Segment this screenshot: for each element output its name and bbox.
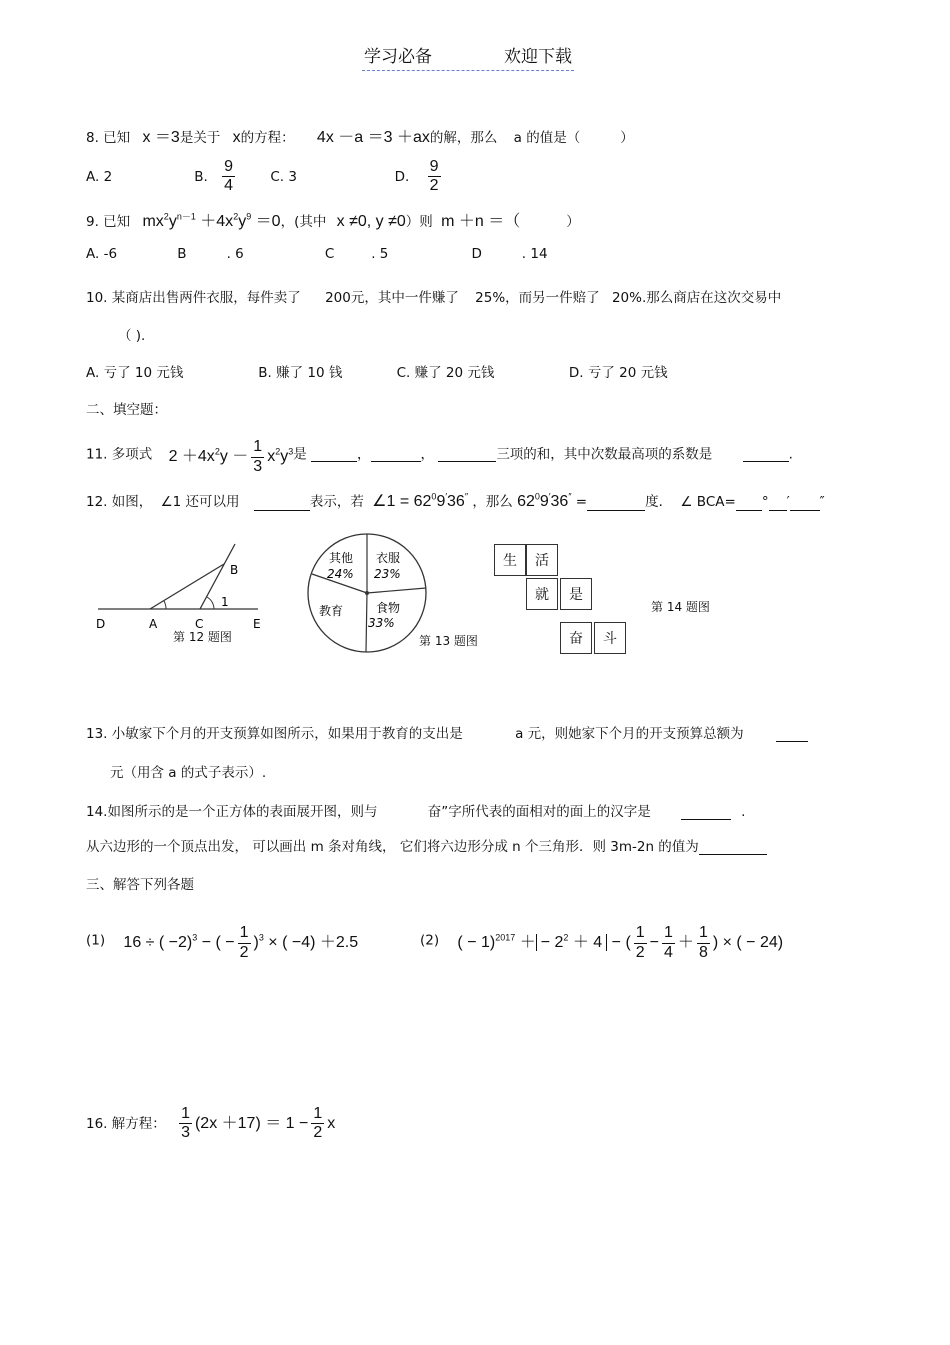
figure-14-caption: 第 14 题图 xyxy=(651,600,710,614)
question-15: 从六边形的一个顶点出发， 可以画出 m 条对角线， 它们将六边形分成 n 个三角形．则 3m-2n 的值为 xyxy=(86,835,767,855)
question-12: 12. 如图， ∠1 还可以用 表示，若 ∠1 = $62^09'36''$ ，那么 $62^09'36''$ = 度． ∠ BCA= ° ′ ″ xyxy=(86,491,825,510)
slice-clothes-pct: 23% xyxy=(374,567,401,581)
figure-13-pie xyxy=(302,528,432,658)
question-9: 9. 已知 $mx^2y^{n-1} +4x^2y^9 =0$，(其中 x ≠0, y ≠0）则 m ＋n ＝（ ） xyxy=(86,211,580,230)
question-13: 13. 小敏家下个月的开支预算如图所示，如果用于教育的支出是 a 元，则她家下个月的开支预算总额为 xyxy=(86,722,808,742)
slice-other-pct: 24% xyxy=(327,567,354,581)
label-D: D xyxy=(96,617,106,631)
figure-12-caption: 第 12 题图 xyxy=(173,630,232,644)
question-8: 8. 已知 x ＝3是关于 x的方程： 4x －a ＝3 ＋ax的解，那么 a 的值是（ ） xyxy=(86,129,634,146)
page-header xyxy=(362,42,574,71)
q11-polynomial: $2 +4x^2y$ － $\frac{1}{3}$ $x^2y^3$ xyxy=(168,438,294,475)
calc-2: (2) ( − 1)$^{2017}$ ＋ − $2^2 + 4$ − ( $\frac{1}{2}$ − $\frac{1}{4}$ ＋ $\frac{1}{8}$ ) × ( − 24) xyxy=(420,924,784,961)
label-A: A xyxy=(149,617,158,631)
calc-2-expression: ( − 1)$^{2017}$ ＋ − $2^2 + 4$ − ( $\frac{1}{2}$ − $\frac{1}{4}$ ＋ $\frac{1}{8}$ ) × ( − 24) xyxy=(457,924,784,961)
question-16: 16. 解方程： $\frac{1}{3}$ (2x ＋17) ＝ 1 − $\frac{1}{2}$ x xyxy=(86,1104,336,1142)
net-cell: 是 xyxy=(560,578,592,610)
label-1: 1 xyxy=(221,595,229,609)
net-cell: 生 xyxy=(494,544,526,576)
q9-equation: $mx^2y^{n-1} +4x^2y^9 =0$ xyxy=(142,211,281,230)
net-cell: 活 xyxy=(526,544,558,576)
slice-clothes-name: 衣服 xyxy=(376,551,401,565)
q16-equation: $\frac{1}{3}$ (2x ＋17) ＝ 1 − $\frac{1}{2}$ x xyxy=(181,1104,336,1142)
net-cell: 奋 xyxy=(560,622,592,654)
question-10: 10. 某商店出售两件衣服，每件卖了 200元，其中一件赚了 25%，而另一件赔了 20%.那么商店在这次交易中 xyxy=(86,290,782,306)
slice-education-name: 教育 xyxy=(319,604,344,618)
question-11: 11. 多项式 $2 +4x^2y$ － $\frac{1}{3}$ $x^2y^3$是 ， ， 三项的和，其中次数最高项的系数是 . xyxy=(86,438,793,475)
label-B: B xyxy=(230,563,239,577)
header-left: 学习必备 xyxy=(364,47,432,67)
slice-other-name: 其他 xyxy=(329,551,354,565)
figure-13-caption: 第 13 题图 xyxy=(419,634,478,648)
question-14: 14.如图所示的是一个正方体的表面展开图，则与 奋”字所代表的面相对的面上的汉字是 . xyxy=(86,804,746,820)
section-3-title: 三、解答下列各题 xyxy=(86,877,194,893)
question-8-options: A. 2 B. $\frac{9}{4}$ C. 3 D. $\frac{9}{2}$ xyxy=(86,158,439,195)
figure-14-net xyxy=(494,544,634,658)
slice-food-pct: 33% xyxy=(368,616,395,630)
section-2-title: 二、填空题： xyxy=(86,402,167,418)
header-right: 欢迎下载 xyxy=(504,47,572,67)
calc-1: (1) 16 ÷ ( −2)$^3$ − ( − $\frac{1}{2}$ )$^3$ × ( −4) ＋2.5 xyxy=(86,924,359,961)
slice-food-name: 食物 xyxy=(376,601,401,615)
question-10-options: A. 亏了 10 元钱 B. 赚了 10 钱 C. 赚了 20 元钱 D. 亏了 20 元钱 xyxy=(86,365,668,381)
question-10-paren: （ ). xyxy=(118,328,146,344)
label-C: C xyxy=(195,617,204,631)
question-13-line2: 元（用含 a 的式子表示）. xyxy=(110,765,267,781)
calc-1-expression: 16 ÷ ( −2)$^3$ − ( − $\frac{1}{2}$ )$^3$ × ( −4) ＋2.5 xyxy=(123,924,359,961)
label-E: E xyxy=(253,617,261,631)
net-cell: 就 xyxy=(526,578,558,610)
question-9-options: A. -6 B . 6 C . 5 D . 14 xyxy=(86,246,548,262)
net-cell: 斗 xyxy=(594,622,626,654)
